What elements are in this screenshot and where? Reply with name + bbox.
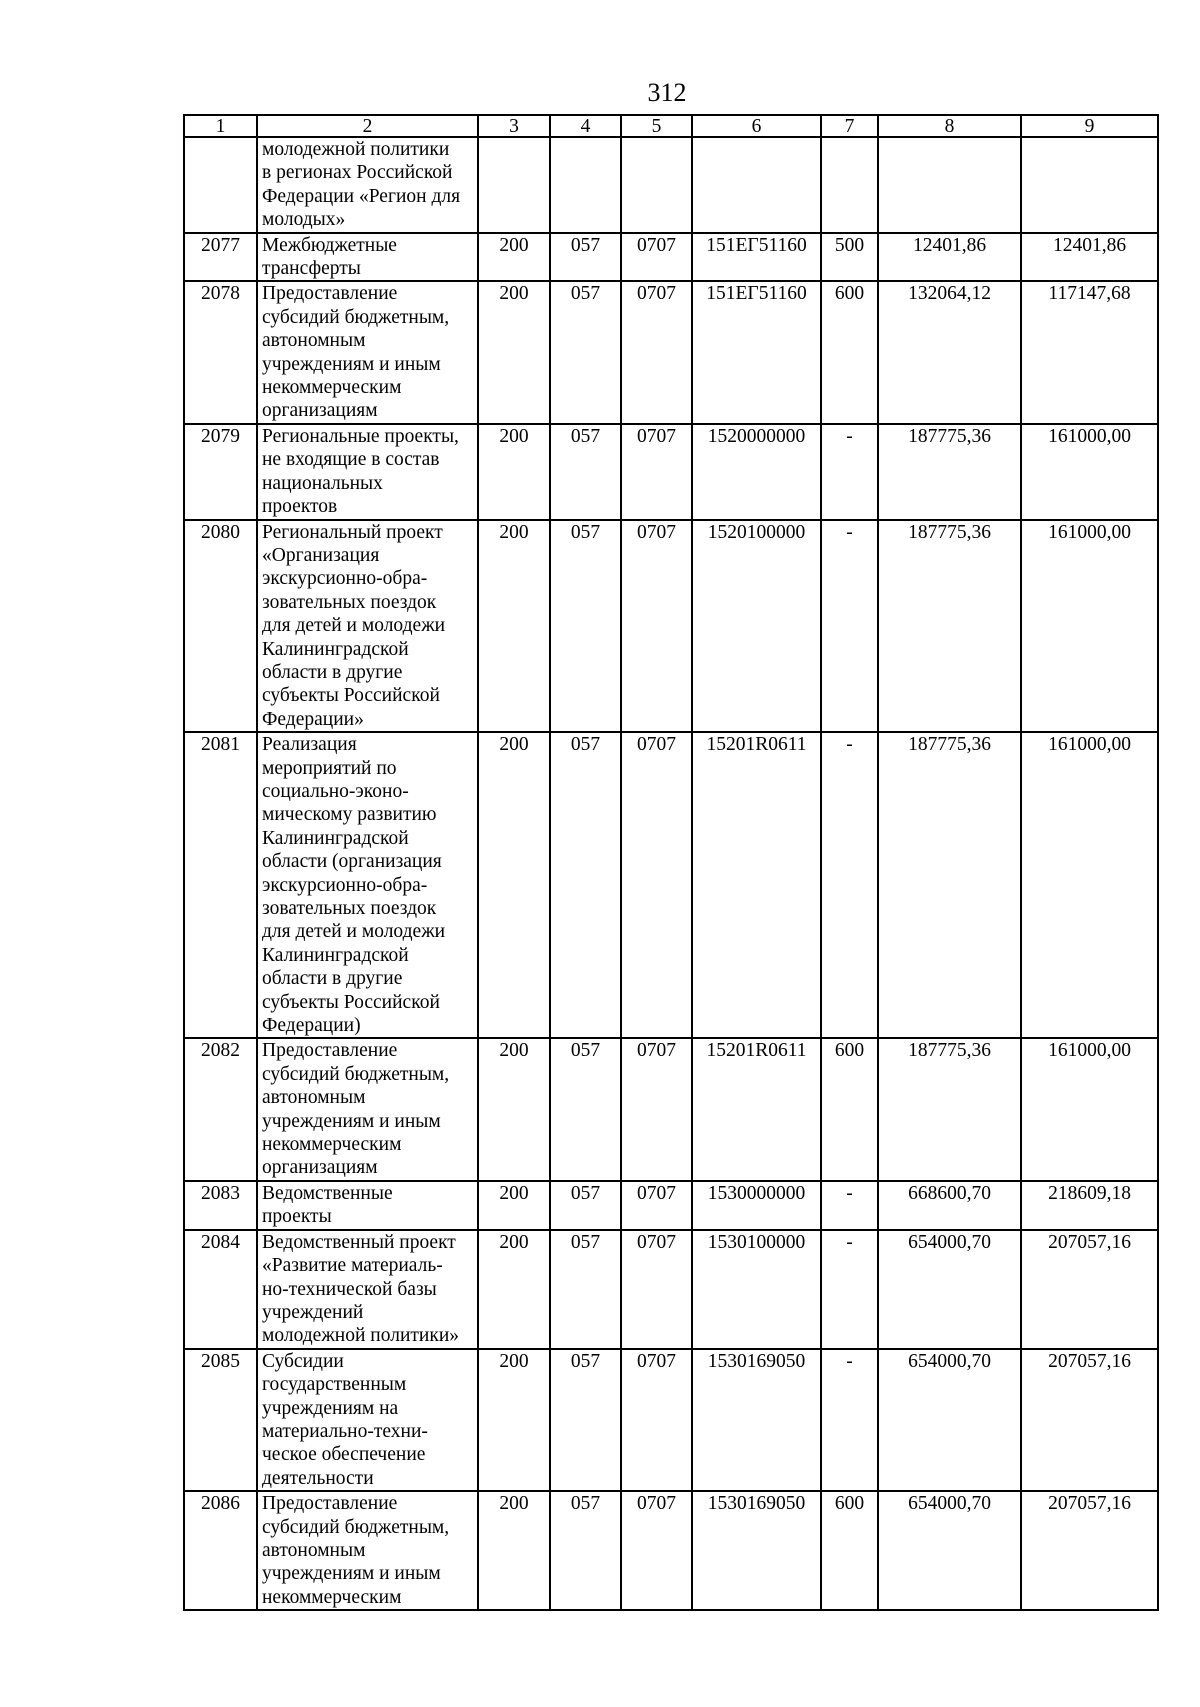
cell-col-3: 200 [478,424,550,520]
cell-col-3: 200 [478,281,550,423]
column-header: 2 [257,115,478,137]
cell-col-6: 1520100000 [692,520,821,733]
cell-col-9: 12401,86 [1021,233,1158,282]
cell-col-6: 1530169050 [692,1349,821,1491]
table-row [184,137,1158,233]
cell-col-8 [878,137,1021,233]
column-header: 1 [184,115,257,137]
row-description: Региональный проект «Организация экскурсионно-обра- зовательных поездок для детей и молодежи Калининградской области в другие субъекты Российской Федерации» [257,520,478,733]
cell-col-7: - [821,1349,878,1491]
cell-col-4 [550,137,621,233]
cell-col-7: - [821,1230,878,1349]
cell-col-5: 0707 [621,1181,692,1230]
cell-col-8: 187775,36 [878,520,1021,733]
cell-col-9: 207057,16 [1021,1230,1158,1349]
cell-col-7: 600 [821,1038,878,1180]
cell-col-8: 668600,70 [878,1181,1021,1230]
table-row [184,1491,1158,1610]
page-number: 312 [647,78,687,107]
cell-col-4: 057 [550,732,621,1038]
row-number: 2078 [184,281,257,423]
cell-col-3: 200 [478,520,550,733]
cell-col-6: 151ЕГ51160 [692,281,821,423]
row-number: 2077 [184,233,257,282]
cell-col-8: 187775,36 [878,732,1021,1038]
cell-col-8: 654000,70 [878,1230,1021,1349]
cell-col-3: 200 [478,1038,550,1180]
cell-col-5: 0707 [621,281,692,423]
cell-col-6: 151ЕГ51160 [692,233,821,282]
table-header-row [184,115,1158,137]
cell-col-5: 0707 [621,1038,692,1180]
column-header: 5 [621,115,692,137]
cell-col-4: 057 [550,1349,621,1491]
cell-col-5 [621,137,692,233]
cell-col-7: - [821,1181,878,1230]
row-description: Предоставление субсидий бюджетным, автономным учреждениям и иным некоммерческим [257,1491,478,1610]
table-row [184,233,1158,282]
row-description: Региональные проекты, не входящие в состав национальных проектов [257,424,478,520]
budget-table [183,114,1159,1611]
cell-col-8: 187775,36 [878,1038,1021,1180]
row-number: 2084 [184,1230,257,1349]
column-header: 3 [478,115,550,137]
cell-col-7: - [821,520,878,733]
row-description: молодежной политики в регионах Российской Федерации «Регион для молодых» [257,137,478,233]
cell-col-6: 1520000000 [692,424,821,520]
table-row [184,520,1158,733]
cell-col-5: 0707 [621,424,692,520]
cell-col-6: 1530100000 [692,1230,821,1349]
row-description: Ведомственные проекты [257,1181,478,1230]
cell-col-7: 600 [821,1491,878,1610]
cell-col-6: 1530000000 [692,1181,821,1230]
cell-col-3: 200 [478,1349,550,1491]
column-header: 9 [1021,115,1158,137]
column-header: 8 [878,115,1021,137]
cell-col-5: 0707 [621,520,692,733]
row-description: Ведомственный проект «Развитие материаль- но-технической базы учреждений молодежной политики» [257,1230,478,1349]
table-row [184,732,1158,1038]
cell-col-4: 057 [550,1038,621,1180]
cell-col-5: 0707 [621,1349,692,1491]
cell-col-8: 12401,86 [878,233,1021,282]
row-number: 2081 [184,732,257,1038]
cell-col-8: 654000,70 [878,1349,1021,1491]
row-number: 2082 [184,1038,257,1180]
cell-col-9: 218609,18 [1021,1181,1158,1230]
cell-col-4: 057 [550,1491,621,1610]
row-number: 2079 [184,424,257,520]
cell-col-9: 161000,00 [1021,424,1158,520]
table-row [184,1349,1158,1491]
cell-col-5: 0707 [621,233,692,282]
cell-col-4: 057 [550,233,621,282]
row-description: Субсидии государственным учреждениям на материально-техни- ческое обеспечение деятельности [257,1349,478,1491]
cell-col-9: 161000,00 [1021,1038,1158,1180]
table-row [184,424,1158,520]
table-row [184,1181,1158,1230]
cell-col-8: 187775,36 [878,424,1021,520]
cell-col-4: 057 [550,424,621,520]
column-header: 6 [692,115,821,137]
column-header: 7 [821,115,878,137]
cell-col-7: - [821,732,878,1038]
row-description: Межбюджетные трансферты [257,233,478,282]
cell-col-9: 207057,16 [1021,1491,1158,1610]
row-number: 2085 [184,1349,257,1491]
row-number: 2080 [184,520,257,733]
cell-col-4: 057 [550,1181,621,1230]
cell-col-3: 200 [478,1181,550,1230]
cell-col-3 [478,137,550,233]
row-number: 2083 [184,1181,257,1230]
cell-col-7: - [821,424,878,520]
cell-col-4: 057 [550,520,621,733]
table-row [184,1230,1158,1349]
cell-col-6: 15201R0611 [692,732,821,1038]
cell-col-7 [821,137,878,233]
table-row [184,1038,1158,1180]
cell-col-6 [692,137,821,233]
row-number [184,137,257,233]
cell-col-6: 1530169050 [692,1491,821,1610]
row-description: Предоставление субсидий бюджетным, автономным учреждениям и иным некоммерческим организациям [257,281,478,423]
row-number: 2086 [184,1491,257,1610]
cell-col-5: 0707 [621,732,692,1038]
cell-col-9: 161000,00 [1021,732,1158,1038]
cell-col-3: 200 [478,233,550,282]
table-row [184,281,1158,423]
cell-col-5: 0707 [621,1491,692,1610]
row-description: Реализация мероприятий по социально-эконо- мическому развитию Калининградской области (организация экскурсионно-обра- зовательных поездок для детей и молодежи Калининградской области в другие субъекты Российской Федерации) [257,732,478,1038]
cell-col-8: 132064,12 [878,281,1021,423]
cell-col-8: 654000,70 [878,1491,1021,1610]
cell-col-3: 200 [478,1230,550,1349]
cell-col-7: 500 [821,233,878,282]
cell-col-9: 161000,00 [1021,520,1158,733]
cell-col-9 [1021,137,1158,233]
cell-col-4: 057 [550,281,621,423]
cell-col-7: 600 [821,281,878,423]
cell-col-9: 207057,16 [1021,1349,1158,1491]
cell-col-5: 0707 [621,1230,692,1349]
cell-col-4: 057 [550,1230,621,1349]
row-description: Предоставление субсидий бюджетным, автономным учреждениям и иным некоммерческим организациям [257,1038,478,1180]
cell-col-3: 200 [478,732,550,1038]
cell-col-6: 15201R0611 [692,1038,821,1180]
cell-col-9: 117147,68 [1021,281,1158,423]
column-header: 4 [550,115,621,137]
cell-col-3: 200 [478,1491,550,1610]
